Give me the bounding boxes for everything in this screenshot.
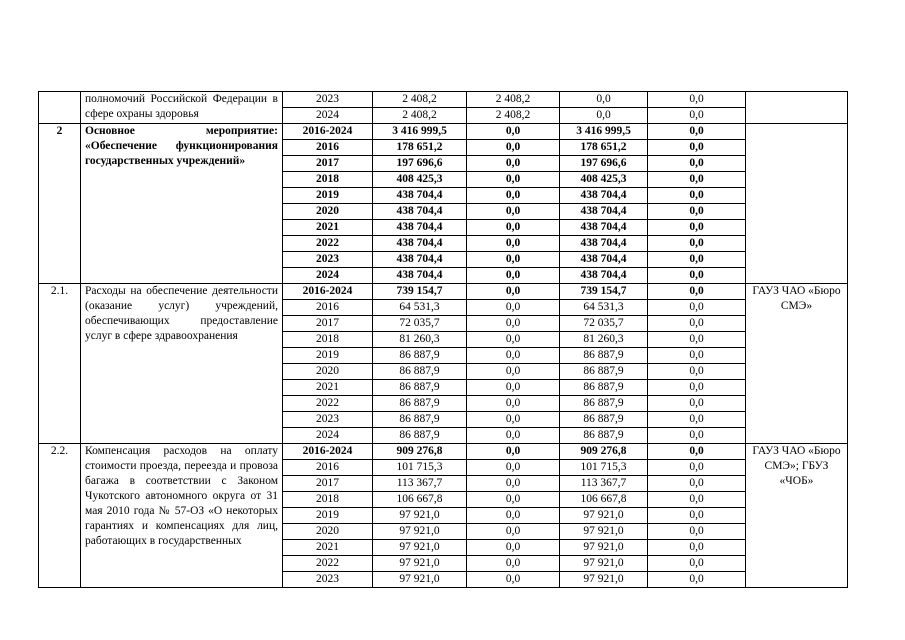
federal-budget-cell: 0,0	[467, 476, 560, 492]
year-cell: 2016	[283, 300, 373, 316]
other-sources-cell: 0,0	[648, 300, 746, 316]
federal-budget-cell: 0,0	[467, 572, 560, 588]
year-cell: 2018	[283, 172, 373, 188]
total-cell: 86 887,9	[373, 380, 467, 396]
other-sources-cell: 0,0	[648, 140, 746, 156]
year-cell: 2018	[283, 492, 373, 508]
year-cell: 2024	[283, 428, 373, 444]
year-cell: 2019	[283, 188, 373, 204]
other-sources-cell: 0,0	[648, 508, 746, 524]
year-cell: 2019	[283, 508, 373, 524]
regional-budget-cell: 86 887,9	[560, 428, 648, 444]
other-sources-cell: 0,0	[648, 556, 746, 572]
row-number: 2.1.	[39, 284, 81, 444]
year-cell: 2017	[283, 156, 373, 172]
regional-budget-cell: 81 260,3	[560, 332, 648, 348]
federal-budget-cell: 0,0	[467, 316, 560, 332]
total-cell: 438 704,4	[373, 220, 467, 236]
responsible-executor: ГАУЗ ЧАО «Бюро СМЭ»	[746, 284, 848, 444]
year-cell: 2016-2024	[283, 284, 373, 300]
row-number: 2.2.	[39, 444, 81, 588]
total-cell: 86 887,9	[373, 348, 467, 364]
other-sources-cell: 0,0	[648, 348, 746, 364]
regional-budget-cell: 739 154,7	[560, 284, 648, 300]
federal-budget-cell: 0,0	[467, 268, 560, 284]
responsible-executor	[746, 92, 848, 124]
other-sources-cell: 0,0	[648, 284, 746, 300]
year-cell: 2023	[283, 92, 373, 108]
regional-budget-cell: 86 887,9	[560, 412, 648, 428]
regional-budget-cell: 106 667,8	[560, 492, 648, 508]
total-cell: 197 696,6	[373, 156, 467, 172]
total-cell: 101 715,3	[373, 460, 467, 476]
year-cell: 2017	[283, 316, 373, 332]
responsible-executor	[746, 124, 848, 284]
total-cell: 106 667,8	[373, 492, 467, 508]
federal-budget-cell: 2 408,2	[467, 92, 560, 108]
other-sources-cell: 0,0	[648, 572, 746, 588]
table-row	[39, 444, 848, 460]
measure-name: полномочий Российской Федерации в сфере охраны здоровья	[81, 92, 283, 124]
regional-budget-cell: 72 035,7	[560, 316, 648, 332]
federal-budget-cell: 0,0	[467, 156, 560, 172]
year-cell: 2020	[283, 364, 373, 380]
total-cell: 438 704,4	[373, 268, 467, 284]
other-sources-cell: 0,0	[648, 236, 746, 252]
total-cell: 739 154,7	[373, 284, 467, 300]
federal-budget-cell: 0,0	[467, 236, 560, 252]
regional-budget-cell: 0,0	[560, 92, 648, 108]
total-cell: 86 887,9	[373, 364, 467, 380]
regional-budget-cell: 101 715,3	[560, 460, 648, 476]
year-cell: 2020	[283, 204, 373, 220]
federal-budget-cell: 0,0	[467, 124, 560, 140]
federal-budget-cell: 0,0	[467, 172, 560, 188]
measure-name: Основное мероприятие: «Обеспечение функционирования государственных учреждений»	[81, 124, 283, 284]
total-cell: 97 921,0	[373, 540, 467, 556]
year-cell: 2021	[283, 540, 373, 556]
regional-budget-cell: 438 704,4	[560, 188, 648, 204]
year-cell: 2023	[283, 412, 373, 428]
total-cell: 909 276,8	[373, 444, 467, 460]
year-cell: 2016	[283, 140, 373, 156]
total-cell: 86 887,9	[373, 412, 467, 428]
regional-budget-cell: 86 887,9	[560, 396, 648, 412]
other-sources-cell: 0,0	[648, 412, 746, 428]
other-sources-cell: 0,0	[648, 188, 746, 204]
other-sources-cell: 0,0	[648, 172, 746, 188]
regional-budget-cell: 86 887,9	[560, 380, 648, 396]
federal-budget-cell: 0,0	[467, 524, 560, 540]
other-sources-cell: 0,0	[648, 268, 746, 284]
total-cell: 2 408,2	[373, 108, 467, 124]
other-sources-cell: 0,0	[648, 332, 746, 348]
year-cell: 2017	[283, 476, 373, 492]
total-cell: 97 921,0	[373, 508, 467, 524]
total-cell: 72 035,7	[373, 316, 467, 332]
federal-budget-cell: 0,0	[467, 492, 560, 508]
federal-budget-cell: 0,0	[467, 188, 560, 204]
regional-budget-cell: 438 704,4	[560, 236, 648, 252]
year-cell: 2019	[283, 348, 373, 364]
federal-budget-cell: 0,0	[467, 412, 560, 428]
responsible-executor: ГАУЗ ЧАО «Бюро СМЭ»; ГБУЗ «ЧОБ»	[746, 444, 848, 588]
other-sources-cell: 0,0	[648, 92, 746, 108]
document-page	[38, 91, 848, 588]
other-sources-cell: 0,0	[648, 124, 746, 140]
table-body	[39, 92, 848, 588]
row-number: 2	[39, 124, 81, 284]
regional-budget-cell: 97 921,0	[560, 540, 648, 556]
year-cell: 2016-2024	[283, 444, 373, 460]
other-sources-cell: 0,0	[648, 492, 746, 508]
other-sources-cell: 0,0	[648, 316, 746, 332]
regional-budget-cell: 178 651,2	[560, 140, 648, 156]
federal-budget-cell: 2 408,2	[467, 108, 560, 124]
other-sources-cell: 0,0	[648, 380, 746, 396]
table-row	[39, 124, 848, 140]
table-row	[39, 92, 848, 108]
federal-budget-cell: 0,0	[467, 396, 560, 412]
year-cell: 2024	[283, 108, 373, 124]
total-cell: 438 704,4	[373, 188, 467, 204]
other-sources-cell: 0,0	[648, 108, 746, 124]
federal-budget-cell: 0,0	[467, 300, 560, 316]
total-cell: 2 408,2	[373, 92, 467, 108]
row-number	[39, 92, 81, 124]
other-sources-cell: 0,0	[648, 204, 746, 220]
measure-name: Компенсация расходов на оплату стоимости проезда, переезда и провоза багажа в соответствии с Законом Чукотского автономного округа от 31 мая 2010 года № 57-ОЗ «О некоторых гарантиях и компенсациях для лиц, работающих в государственных	[81, 444, 283, 588]
total-cell: 97 921,0	[373, 556, 467, 572]
federal-budget-cell: 0,0	[467, 220, 560, 236]
year-cell: 2021	[283, 220, 373, 236]
total-cell: 97 921,0	[373, 524, 467, 540]
year-cell: 2022	[283, 396, 373, 412]
regional-budget-cell: 408 425,3	[560, 172, 648, 188]
total-cell: 438 704,4	[373, 236, 467, 252]
total-cell: 178 651,2	[373, 140, 467, 156]
other-sources-cell: 0,0	[648, 252, 746, 268]
regional-budget-cell: 438 704,4	[560, 252, 648, 268]
federal-budget-cell: 0,0	[467, 540, 560, 556]
federal-budget-cell: 0,0	[467, 380, 560, 396]
federal-budget-cell: 0,0	[467, 444, 560, 460]
other-sources-cell: 0,0	[648, 476, 746, 492]
year-cell: 2023	[283, 252, 373, 268]
other-sources-cell: 0,0	[648, 428, 746, 444]
federal-budget-cell: 0,0	[467, 556, 560, 572]
other-sources-cell: 0,0	[648, 444, 746, 460]
total-cell: 86 887,9	[373, 396, 467, 412]
regional-budget-cell: 0,0	[560, 108, 648, 124]
federal-budget-cell: 0,0	[467, 252, 560, 268]
year-cell: 2021	[283, 380, 373, 396]
regional-budget-cell: 909 276,8	[560, 444, 648, 460]
year-cell: 2022	[283, 236, 373, 252]
federal-budget-cell: 0,0	[467, 332, 560, 348]
regional-budget-cell: 438 704,4	[560, 204, 648, 220]
other-sources-cell: 0,0	[648, 540, 746, 556]
total-cell: 113 367,7	[373, 476, 467, 492]
other-sources-cell: 0,0	[648, 220, 746, 236]
total-cell: 81 260,3	[373, 332, 467, 348]
regional-budget-cell: 113 367,7	[560, 476, 648, 492]
federal-budget-cell: 0,0	[467, 364, 560, 380]
total-cell: 438 704,4	[373, 252, 467, 268]
other-sources-cell: 0,0	[648, 364, 746, 380]
other-sources-cell: 0,0	[648, 156, 746, 172]
other-sources-cell: 0,0	[648, 524, 746, 540]
other-sources-cell: 0,0	[648, 460, 746, 476]
regional-budget-cell: 97 921,0	[560, 572, 648, 588]
regional-budget-cell: 97 921,0	[560, 524, 648, 540]
federal-budget-cell: 0,0	[467, 348, 560, 364]
regional-budget-cell: 64 531,3	[560, 300, 648, 316]
regional-budget-cell: 197 696,6	[560, 156, 648, 172]
total-cell: 97 921,0	[373, 572, 467, 588]
federal-budget-cell: 0,0	[467, 428, 560, 444]
year-cell: 2024	[283, 268, 373, 284]
total-cell: 64 531,3	[373, 300, 467, 316]
other-sources-cell: 0,0	[648, 396, 746, 412]
year-cell: 2016-2024	[283, 124, 373, 140]
measure-name: Расходы на обеспечение деятельности (оказание услуг) учреждений, обеспечивающих предоставление услуг в сфере здравоохранения	[81, 284, 283, 444]
total-cell: 408 425,3	[373, 172, 467, 188]
year-cell: 2016	[283, 460, 373, 476]
year-cell: 2018	[283, 332, 373, 348]
year-cell: 2023	[283, 572, 373, 588]
year-cell: 2020	[283, 524, 373, 540]
federal-budget-cell: 0,0	[467, 204, 560, 220]
federal-budget-cell: 0,0	[467, 284, 560, 300]
table-row	[39, 284, 848, 300]
regional-budget-cell: 86 887,9	[560, 348, 648, 364]
regional-budget-cell: 97 921,0	[560, 508, 648, 524]
regional-budget-cell: 97 921,0	[560, 556, 648, 572]
federal-budget-cell: 0,0	[467, 140, 560, 156]
program-funding-table	[38, 91, 848, 588]
federal-budget-cell: 0,0	[467, 460, 560, 476]
regional-budget-cell: 438 704,4	[560, 220, 648, 236]
total-cell: 86 887,9	[373, 428, 467, 444]
total-cell: 438 704,4	[373, 204, 467, 220]
total-cell: 3 416 999,5	[373, 124, 467, 140]
regional-budget-cell: 86 887,9	[560, 364, 648, 380]
year-cell: 2022	[283, 556, 373, 572]
federal-budget-cell: 0,0	[467, 508, 560, 524]
regional-budget-cell: 3 416 999,5	[560, 124, 648, 140]
regional-budget-cell: 438 704,4	[560, 268, 648, 284]
